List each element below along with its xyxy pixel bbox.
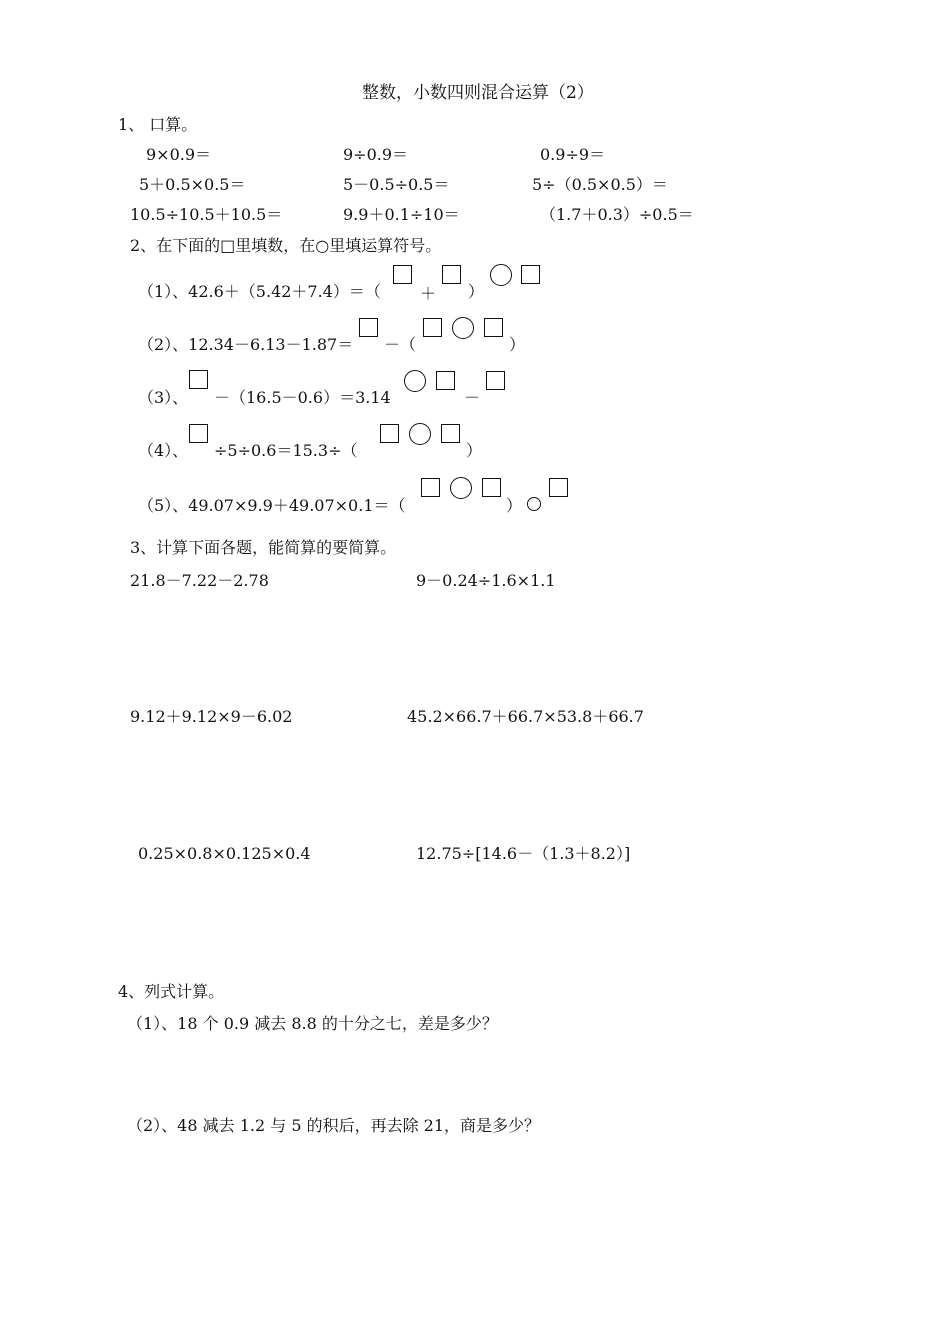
q4-item: （1）、18 个 0.9 减去 8.8 的十分之七，差是多少？ xyxy=(127,1014,498,1033)
q4-item: （2）、48 减去 1.2 与 5 的积后，再去除 21，商是多少？ xyxy=(127,1116,541,1135)
q2-p4-close: ） xyxy=(466,441,483,460)
q3-item: 12.75÷[14.6－（1.3＋8.2）] xyxy=(416,844,631,863)
q1-item: 5－0.5÷0.5＝ xyxy=(343,175,450,194)
q1-heading: 1、 口算。 xyxy=(118,115,198,134)
q2-p4-text: （4）、 xyxy=(138,441,189,460)
blank-box[interactable] xyxy=(421,478,440,497)
q3-item: 9.12＋9.12×9－6.02 xyxy=(130,707,293,726)
blank-circle[interactable] xyxy=(527,497,541,511)
q2-p1-text: （1）、42.6＋（5.42＋7.4）＝（ xyxy=(138,282,381,301)
q1-item: 9×0.9＝ xyxy=(146,145,212,164)
q2-p2-minus: －（ xyxy=(384,335,417,354)
blank-box[interactable] xyxy=(436,371,455,390)
blank-box[interactable] xyxy=(486,371,505,390)
q3-item: 0.25×0.8×0.125×0.4 xyxy=(138,844,311,863)
page-title: 整数，小数四则混合运算（2） xyxy=(362,83,594,103)
q2-heading: 2、在下面的□里填数，在○里填运算符号。 xyxy=(130,236,442,255)
blank-circle[interactable] xyxy=(450,477,472,499)
q1-item: 5＋0.5×0.5＝ xyxy=(139,175,246,194)
q2-p3-text-b: －（16.5－0.6）＝3.14 xyxy=(214,388,391,407)
q2-p3-text: （3）、 xyxy=(138,388,189,407)
blank-box[interactable] xyxy=(423,318,442,337)
q3-item: 45.2×66.7＋66.7×53.8＋66.7 xyxy=(407,707,644,726)
blank-circle[interactable] xyxy=(490,264,512,286)
blank-box[interactable] xyxy=(189,370,208,389)
q4-heading: 4、列式计算。 xyxy=(118,982,225,1001)
blank-box[interactable] xyxy=(549,478,568,497)
blank-box[interactable] xyxy=(521,265,540,284)
blank-circle[interactable] xyxy=(409,423,431,445)
blank-box[interactable] xyxy=(482,478,501,497)
q1-item: 10.5÷10.5＋10.5＝ xyxy=(130,205,283,224)
q3-item: 9－0.24÷1.6×1.1 xyxy=(416,571,556,590)
blank-box[interactable] xyxy=(441,424,460,443)
q2-p5-close: ） xyxy=(506,496,523,515)
blank-box[interactable] xyxy=(380,424,399,443)
q2-p1-plus: ＋ xyxy=(420,284,437,303)
blank-box[interactable] xyxy=(393,265,412,284)
q1-item: 9.9＋0.1÷10＝ xyxy=(343,205,460,224)
q2-p3-minus: － xyxy=(464,388,481,407)
q1-item: 5÷（0.5×0.5）＝ xyxy=(532,175,668,194)
q2-p1-close: ） xyxy=(468,282,485,301)
q3-item: 21.8－7.22－2.78 xyxy=(130,571,269,590)
q1-item: （1.7＋0.3）÷0.5＝ xyxy=(540,205,694,224)
blank-box[interactable] xyxy=(484,318,503,337)
blank-circle[interactable] xyxy=(452,317,474,339)
q2-p4-text-b: ÷5÷0.6＝15.3÷（ xyxy=(214,441,358,460)
q2-p2-text: （2）、12.34－6.13－1.87＝ xyxy=(138,335,354,354)
blank-box[interactable] xyxy=(442,265,461,284)
q1-item: 0.9÷9＝ xyxy=(540,145,606,164)
q1-item: 9÷0.9＝ xyxy=(343,145,409,164)
blank-box[interactable] xyxy=(359,318,378,337)
blank-circle[interactable] xyxy=(404,370,426,392)
q3-heading: 3、计算下面各题，能简算的要简算。 xyxy=(130,538,397,557)
blank-box[interactable] xyxy=(189,424,208,443)
q2-p5-text: （5）、49.07×9.9＋49.07×0.1＝（ xyxy=(138,496,406,515)
q2-p2-close: ） xyxy=(509,335,526,354)
